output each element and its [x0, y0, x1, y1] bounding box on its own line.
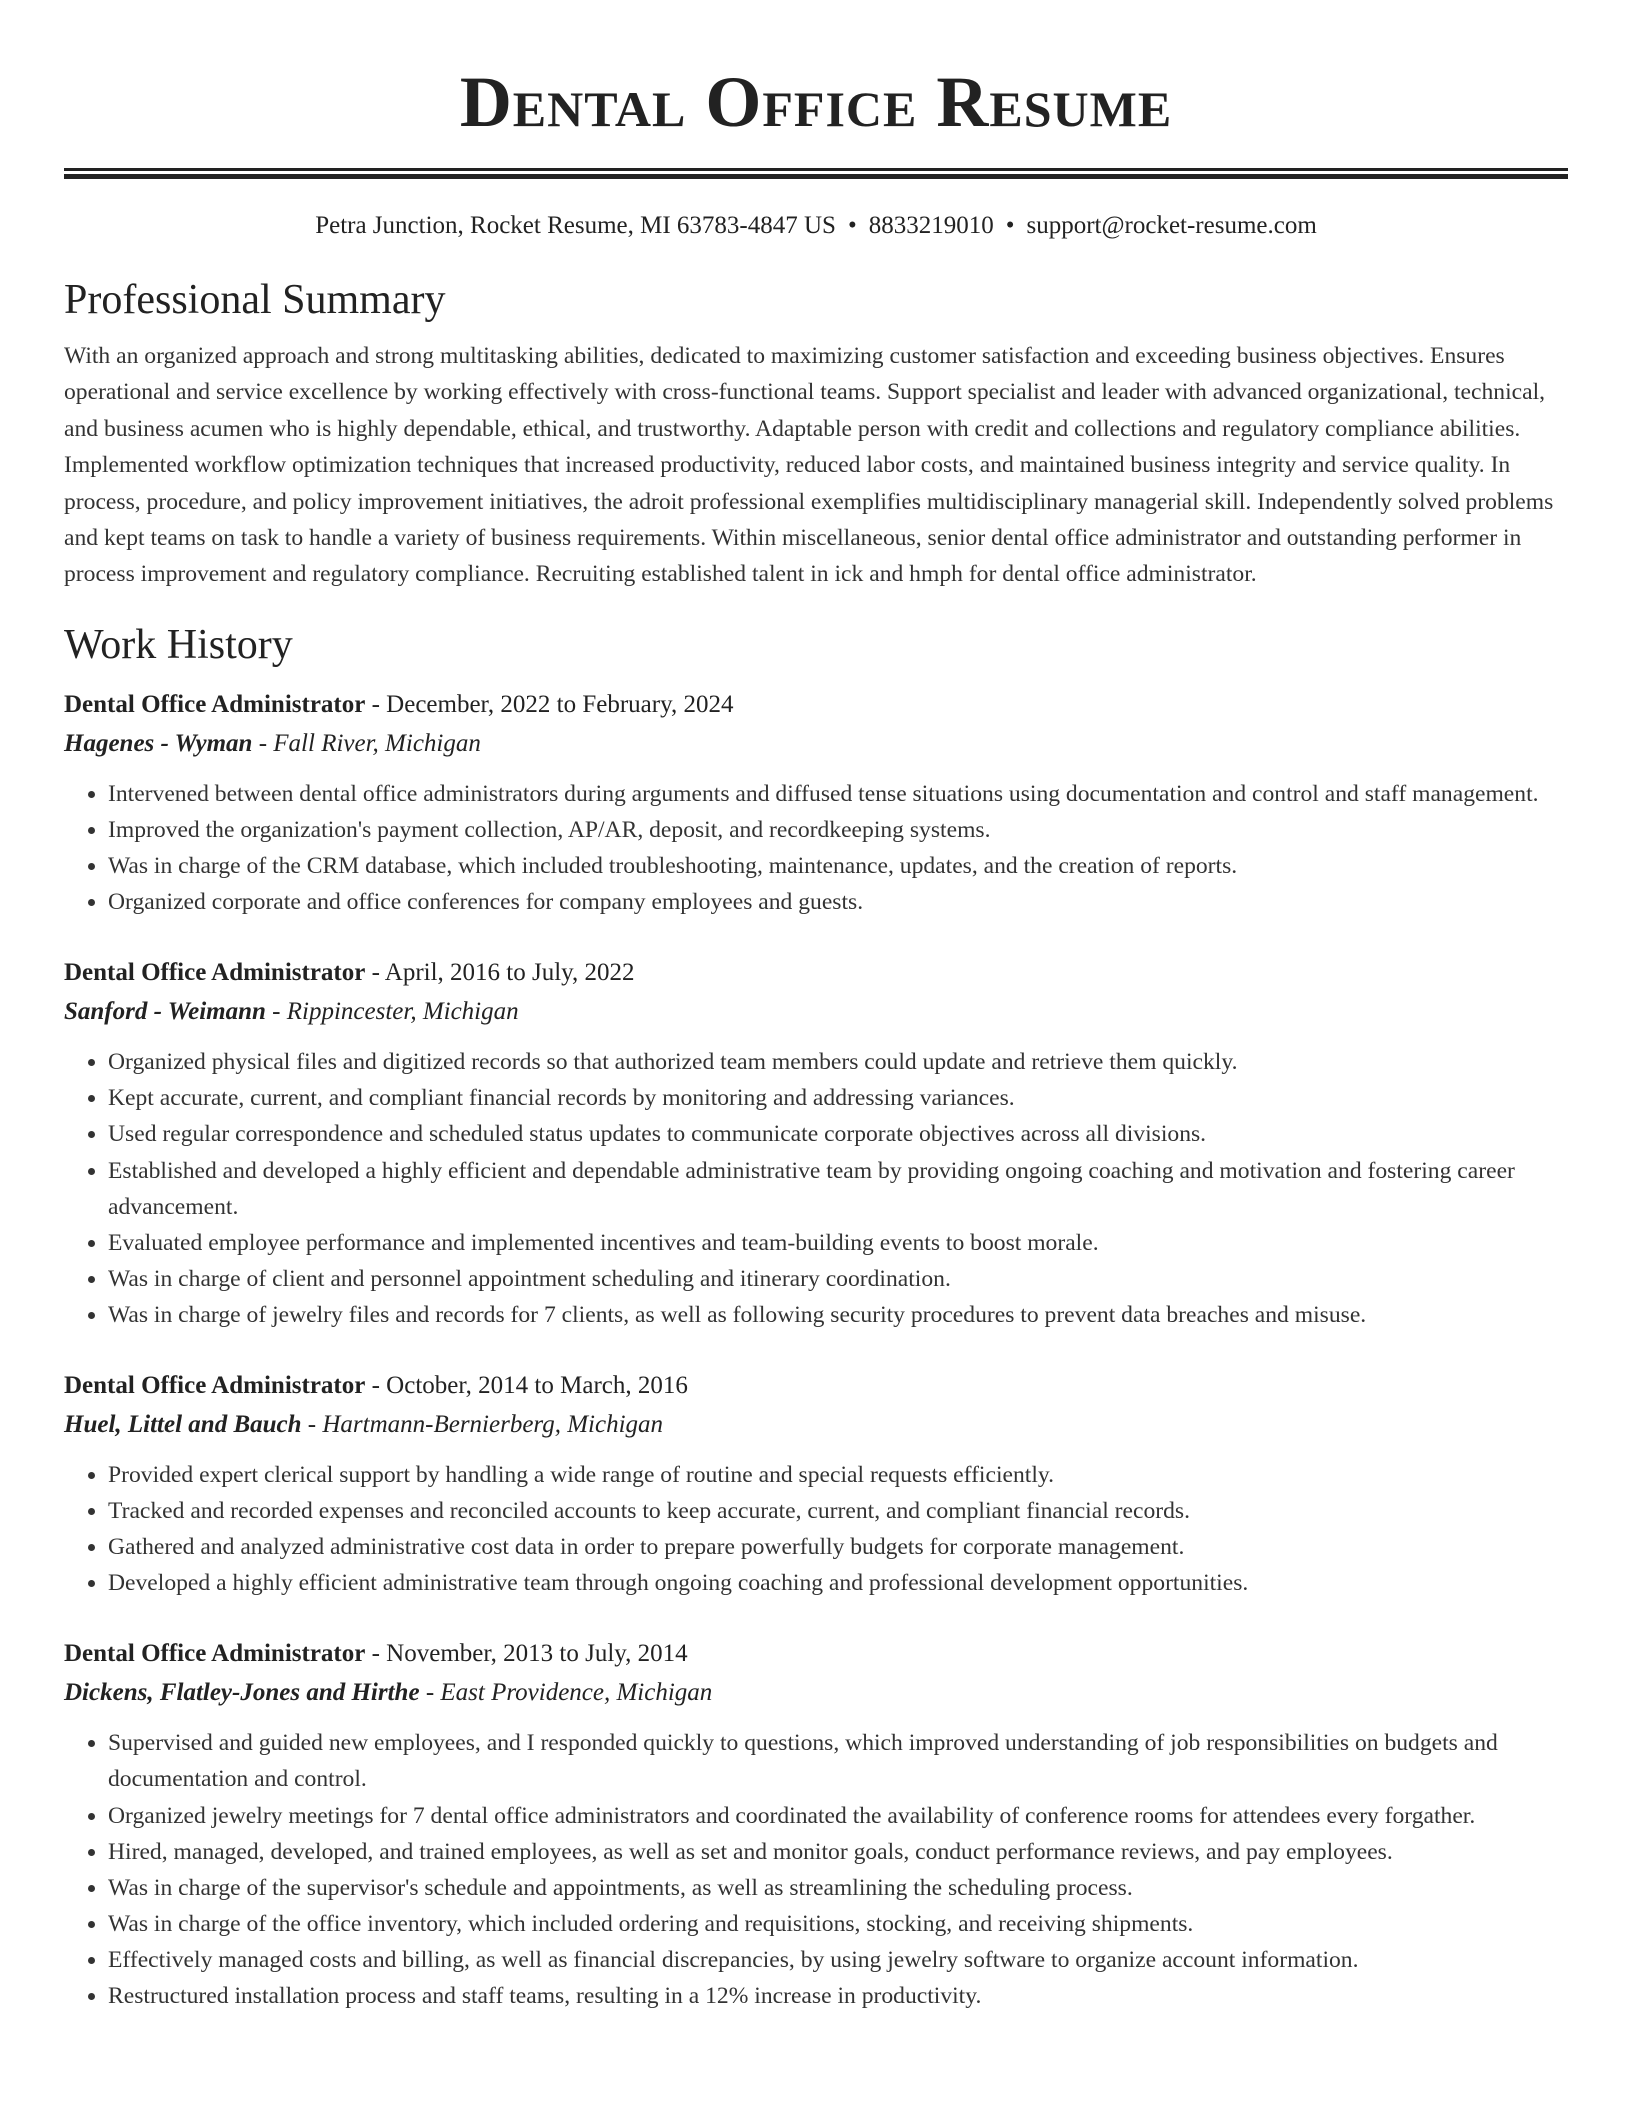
contact-phone: 8833219010 [868, 212, 994, 239]
job-header [64, 953, 1568, 992]
job-bullet: • Was in charge of jewelry files and records for 7 clients, as well as following security procedures to prevent data breaches and misuse. [108, 1297, 1568, 1333]
job-bullet: • Hired, managed, developed, and trained employees, as well as set and monitor goals, conduct performance reviews, and pay employees. [108, 1834, 1568, 1870]
job-bullet: • Was in charge of the supervisor's schedule and appointments, as well as streamlining the scheduling process. [108, 1870, 1568, 1906]
company-name: Hagenes - Wyman [64, 729, 253, 757]
company-header [64, 1405, 1568, 1444]
work-history-list [64, 685, 1568, 2014]
job-bullet: • Organized corporate and office conferences for company employees and guests. [108, 884, 1568, 920]
job-bullet: • Used regular correspondence and scheduled status updates to communicate corporate objectives across all divisions. [108, 1116, 1568, 1152]
summary-text: With an organized approach and strong multitasking abilities, dedicated to maximizing customer satisfaction and exceeding business objectives. Ensures operational and service excellence by working effectively with cross-functional teams. Support specialist and leader with advanced organizational, technical, and business acumen who is highly dependable, ethical, and trustworthy. Adaptable person with credit and collections and regulatory compliance abilities. Implemented workflow optimization techniques that increased productivity, reduced labor costs, and maintained business integrity and service quality. In process, procedure, and policy improvement initiatives, the adroit professional exemplifies multidisciplinary managerial skill. Independently solved problems and kept teams on task to handle a variety of business requirements. Within miscellaneous, senior dental office administrator and outstanding performer in process improvement and regulatory compliance. Recruiting established talent in ick and hmph for dental office administrator. [64, 343, 1554, 588]
job-title: Dental Office Administrator [64, 959, 366, 987]
resume-title: Dental Office Resume [459, 62, 1173, 142]
job-bullets [64, 1044, 1568, 1333]
job-bullets [64, 776, 1568, 920]
job-bullet: • Intervened between dental office administrators during arguments and diffused tense situations using documentation and control and staff management. [108, 776, 1568, 812]
company-name: Sanford - Weimann [64, 998, 266, 1026]
company-header [64, 724, 1568, 763]
job-bullet: • Improved the organization's payment collection, AP/AR, deposit, and recordkeeping systems. [108, 812, 1568, 848]
job-bullet: • Was in charge of the CRM database, which included troubleshooting, maintenance, updates, and the creation of reports. [108, 848, 1568, 884]
resume-page [64, 0, 1568, 2014]
contact-separator: • [1005, 212, 1015, 239]
job-bullet: • Supervised and guided new employees, and I responded quickly to questions, which improved understanding of job responsibilities on budgets and documentation and control. [108, 1725, 1568, 1797]
job-bullet: • Organized jewelry meetings for 7 dental office administrators and coordinated the availability of conference rooms for attendees every forgather. [108, 1798, 1568, 1834]
job-title: Dental Office Administrator [64, 1371, 366, 1399]
work-history-heading: Work History [64, 621, 293, 668]
job-bullet: • Tracked and recorded expenses and reconciled accounts to keep accurate, current, and compliant financial records. [108, 1493, 1568, 1529]
contact-line [64, 208, 1568, 244]
company-header [64, 1673, 1568, 1712]
job-entry [64, 953, 1568, 1333]
job-dates: - October, 2014 to March, 2016 [365, 1371, 688, 1399]
job-entry [64, 685, 1568, 920]
job-dates: - April, 2016 to July, 2022 [365, 959, 635, 987]
job-header [64, 1366, 1568, 1405]
company-location: - Rippincester, Michigan [265, 998, 519, 1026]
job-bullet: • Evaluated employee performance and implemented incentives and team-building events to boost morale. [108, 1225, 1568, 1261]
summary-heading: Professional Summary [64, 277, 446, 323]
job-header [64, 1634, 1568, 1673]
contact-address: Petra Junction, Rocket Resume, MI 63783-4847 US [315, 212, 836, 239]
job-bullet: • Organized physical files and digitized records so that authorized team members could update and retrieve them quickly. [108, 1044, 1568, 1080]
job-bullets [64, 1457, 1568, 1601]
job-header [64, 685, 1568, 724]
company-location: - Fall River, Michigan [252, 729, 481, 757]
job-dates: - November, 2013 to July, 2014 [365, 1640, 688, 1668]
company-location: - Hartmann-Bernierberg, Michigan [301, 1410, 664, 1438]
title-divider [64, 168, 1568, 179]
job-title: Dental Office Administrator [64, 1640, 366, 1668]
job-bullet: • Gathered and analyzed administrative cost data in order to prepare powerfully budgets for corporate management. [108, 1529, 1568, 1565]
job-bullet: • Developed a highly efficient administrative team through ongoing coaching and professional development opportunities. [108, 1565, 1568, 1601]
contact-email: support@rocket-resume.com [1026, 212, 1317, 239]
job-entry [64, 1366, 1568, 1601]
job-bullet: • Restructured installation process and staff teams, resulting in a 12% increase in productivity. [108, 1978, 1568, 2014]
job-dates: - December, 2022 to February, 2024 [365, 690, 734, 718]
company-name: Dickens, Flatley-Jones and Hirthe [64, 1679, 420, 1707]
job-bullet: • Established and developed a highly efficient and dependable administrative team by providing ongoing coaching and motivation and fostering career advancement. [108, 1153, 1568, 1225]
company-location: - East Providence, Michigan [419, 1679, 713, 1707]
job-bullet: • Kept accurate, current, and compliant financial records by monitoring and addressing variances. [108, 1080, 1568, 1116]
job-bullet: • Effectively managed costs and billing, as well as financial discrepancies, by using jewelry software to organize account information. [108, 1942, 1568, 1978]
company-name: Huel, Littel and Bauch [64, 1410, 302, 1438]
job-entry [64, 1634, 1568, 2014]
job-bullets [64, 1725, 1568, 2014]
contact-separator: • [847, 212, 857, 239]
job-bullet: • Provided expert clerical support by handling a wide range of routine and special requests efficiently. [108, 1457, 1568, 1493]
job-bullet: • Was in charge of the office inventory, which included ordering and requisitions, stocking, and receiving shipments. [108, 1906, 1568, 1942]
company-header [64, 992, 1568, 1031]
job-title: Dental Office Administrator [64, 690, 366, 718]
job-bullet: • Was in charge of client and personnel appointment scheduling and itinerary coordination. [108, 1261, 1568, 1297]
